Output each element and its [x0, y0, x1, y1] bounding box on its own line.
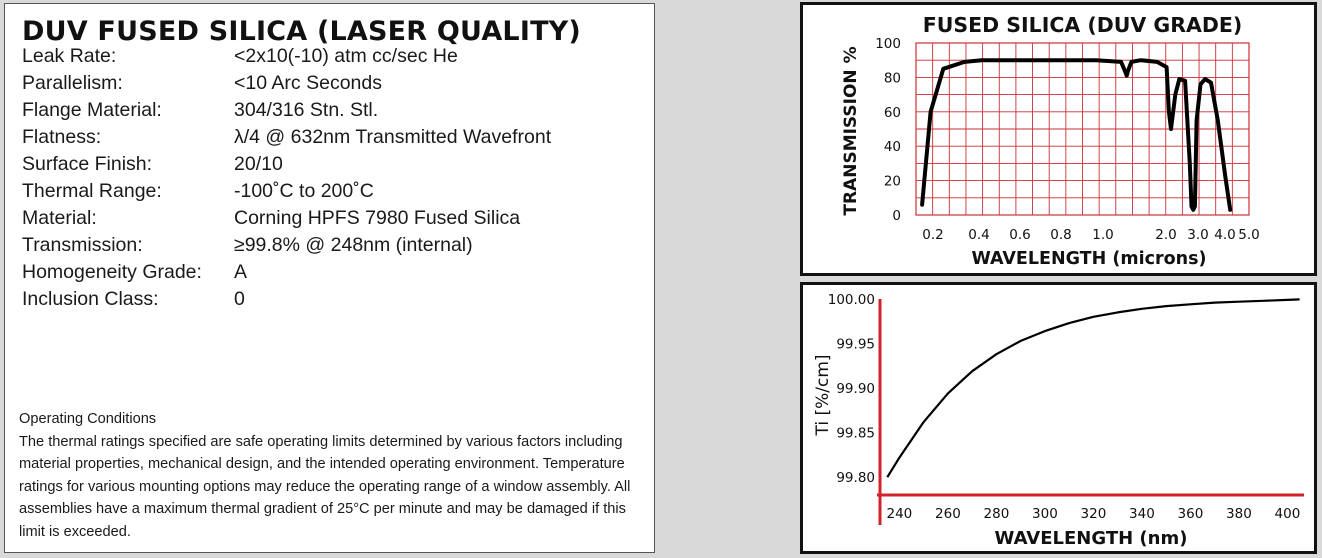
internal-transmittance-chart	[800, 282, 1317, 554]
x-tick-label: 3.0	[1187, 227, 1209, 243]
x-tick-label: 260	[935, 506, 961, 522]
x-axis-label: WAVELENGTH (microns)	[971, 249, 1207, 269]
spec-value: -100˚C to 200˚C	[234, 180, 374, 202]
spec-value: <10 Arc Seconds	[234, 72, 382, 94]
spec-label: Flange Material:	[22, 99, 162, 121]
spec-label: Inclusion Class:	[22, 288, 159, 310]
x-tick-label: 240	[886, 506, 913, 522]
transmittance-curve	[887, 299, 1299, 477]
y-tick-label: 100	[875, 36, 901, 52]
spec-label: Flatness:	[22, 126, 102, 148]
transmission-chart	[800, 2, 1317, 276]
transmission-chart-svg	[803, 5, 1314, 273]
y-tick-label: 0	[892, 208, 901, 224]
spec-value: A	[234, 261, 248, 283]
x-tick-label: 300	[1032, 506, 1058, 522]
notes-text: The thermal ratings specified are safe operating limits determined by various factors including material properties, mechanical design, and the intended operating environment. Temperature ratings for various mounting options may reduce the operating range of a window assembly. All assemblies have a maximum thermal gradient of 25°C per minute and may be damaged if this limit is exceeded.	[19, 433, 631, 540]
spec-title: DUV FUSED SILICA (LASER QUALITY)	[22, 16, 581, 47]
x-tick-label: 5.0	[1238, 227, 1260, 243]
spec-value: <2x10(-10) atm cc/sec He	[234, 45, 458, 67]
x-tick-label: 320	[1080, 506, 1107, 522]
y-axis-label: TRANSMISSION %	[841, 46, 861, 216]
x-tick-label: 0.4	[968, 227, 990, 243]
spec-label: Parallelism:	[22, 72, 123, 94]
x-tick-label: 380	[1226, 506, 1252, 522]
x-tick-label: 400	[1274, 506, 1301, 522]
y-tick-label: 40	[883, 139, 901, 156]
y-tick-label: 99.90	[836, 381, 875, 398]
y-tick-label: 80	[883, 70, 901, 87]
spec-value: Corning HPFS 7980 Fused Silica	[234, 207, 521, 229]
x-tick-label: 280	[983, 506, 1010, 522]
x-tick-label: 360	[1177, 506, 1204, 522]
spec-value: 304/316 Stn. Stl.	[234, 99, 379, 121]
y-tick-label: 99.95	[836, 336, 875, 353]
spec-value: ≥99.8% @ 248nm (internal)	[234, 234, 473, 256]
notes-heading: Operating Conditions	[19, 411, 157, 427]
x-tick-label: 0.6	[1009, 227, 1031, 243]
spec-value: λ/4 @ 632nm Transmitted Wavefront	[234, 126, 552, 148]
x-tick-label: 2.0	[1155, 227, 1177, 243]
spec-label: Transmission:	[22, 234, 143, 256]
y-axis-label: Ti [%/cm]	[813, 354, 833, 436]
chart-title: FUSED SILICA (DUV GRADE)	[922, 13, 1243, 37]
x-tick-label: 0.2	[922, 227, 944, 243]
x-tick-label: 340	[1129, 506, 1155, 522]
spec-label: Homogeneity Grade:	[22, 261, 202, 283]
internal-transmittance-chart-svg	[803, 285, 1314, 551]
x-tick-label: 4.0	[1214, 227, 1236, 243]
y-tick-label: 100.00	[827, 292, 875, 308]
y-tick-label: 60	[883, 104, 901, 121]
x-tick-label: 1.0	[1092, 227, 1114, 243]
operating-conditions	[19, 408, 649, 543]
spec-label: Leak Rate:	[22, 45, 117, 67]
y-tick-label: 99.85	[836, 425, 875, 442]
y-tick-label: 99.80	[836, 470, 875, 487]
spec-label: Material:	[22, 207, 97, 229]
x-tick-label: 0.8	[1050, 227, 1072, 243]
spec-value: 20/10	[234, 153, 283, 175]
specifications-panel	[4, 3, 655, 553]
spec-label: Surface Finish:	[22, 153, 153, 175]
y-tick-label: 20	[883, 173, 901, 190]
spec-label: Thermal Range:	[22, 180, 162, 202]
x-axis-label: WAVELENGTH (nm)	[994, 528, 1188, 549]
spec-value: 0	[234, 288, 245, 310]
